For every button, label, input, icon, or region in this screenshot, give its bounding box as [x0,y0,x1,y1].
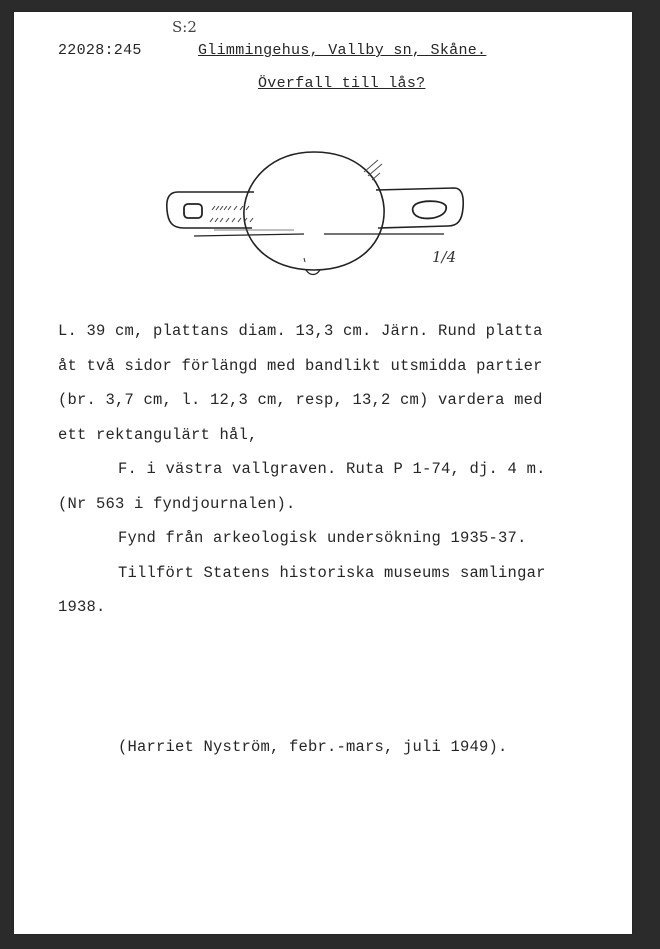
catalog-card [14,12,632,934]
description-line: L. 39 cm, plattans diam. 13,3 cm. Järn. Rund platta [58,322,543,340]
object-drawing [154,130,474,290]
find-journal-ref: (Nr 563 i fyndjournalen). [58,494,296,513]
find-context: F. i västra vallgraven. Ruta P 1-74, dj. 4 m. [118,460,546,478]
description-line: ett rektangulärt hål, [58,425,258,444]
description-text [58,314,618,625]
accession-number: 22028:245 [58,42,142,59]
scale-label: 1/4 [432,248,457,266]
object-title: Överfall till lås? [258,75,426,92]
description-line: (br. 3,7 cm, l. 12,3 cm, resp, 13,2 cm) vardera med [58,391,543,409]
cataloguer-signature: (Harriet Nyström, febr.-mars, juli 1949). [118,738,508,756]
acquisition-year: 1938. [58,598,106,616]
excavation-note: Fynd från arkeologisk undersökning 1935-37. [118,529,527,547]
description-line: åt två sidor förlängd med bandlikt utsmidda partier [58,356,543,375]
handwritten-mark: S:2 [172,18,197,36]
find-location: Glimmingehus, Vallby sn, Skåne. [198,42,487,59]
acquisition-note: Tillfört Statens historiska museums samlingar [118,563,546,582]
